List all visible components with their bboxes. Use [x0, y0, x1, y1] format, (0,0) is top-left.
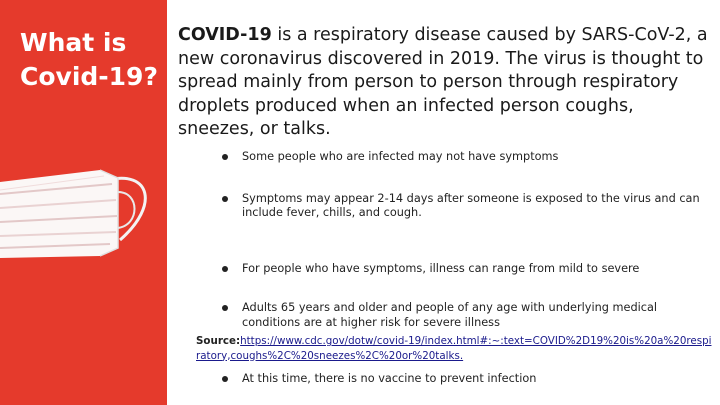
list-item: Symptoms may appear 2-14 days after someone is exposed to the virus and can include fever, chills, and cough.	[222, 192, 712, 221]
intro-text: is a respiratory disease caused by SARS-CoV-2, a new coronavirus discovered in 2019. The virus is thought to spread mainly from person to person through respiratory droplets produced when an infected person coughs, sneezes, or talks.	[178, 25, 708, 139]
bullet-icon	[222, 376, 228, 382]
list-item: For people who have symptoms, illness can range from mild to severe	[222, 262, 712, 277]
source-link[interactable]: https://www.cdc.gov/dotw/covid-19/index.html#:~:text=COVID%2D19%20is%20a%20respiratory,coughs%2C%20sneezes%2C%20or%20talks.	[196, 335, 712, 362]
slide-title: What is Covid-19?	[20, 28, 158, 91]
list-item: Some people who are infected may not have symptoms	[222, 150, 712, 165]
source-label: Source:	[196, 335, 241, 347]
intro-bold-term: COVID-19	[178, 25, 272, 45]
list-item: Adults 65 years and older and people of any age with underlying medical conditions are at higher risk for severe illness	[222, 301, 712, 330]
bullet-icon	[222, 196, 228, 202]
intro-paragraph	[178, 24, 710, 142]
title-panel	[0, 0, 167, 405]
surgical-mask-image	[0, 130, 167, 290]
bullet-icon	[222, 266, 228, 272]
bullet-icon	[222, 305, 228, 311]
source-citation	[196, 334, 712, 363]
list-item: At this time, there is no vaccine to prevent infection	[222, 372, 712, 387]
bullet-icon	[222, 154, 228, 160]
